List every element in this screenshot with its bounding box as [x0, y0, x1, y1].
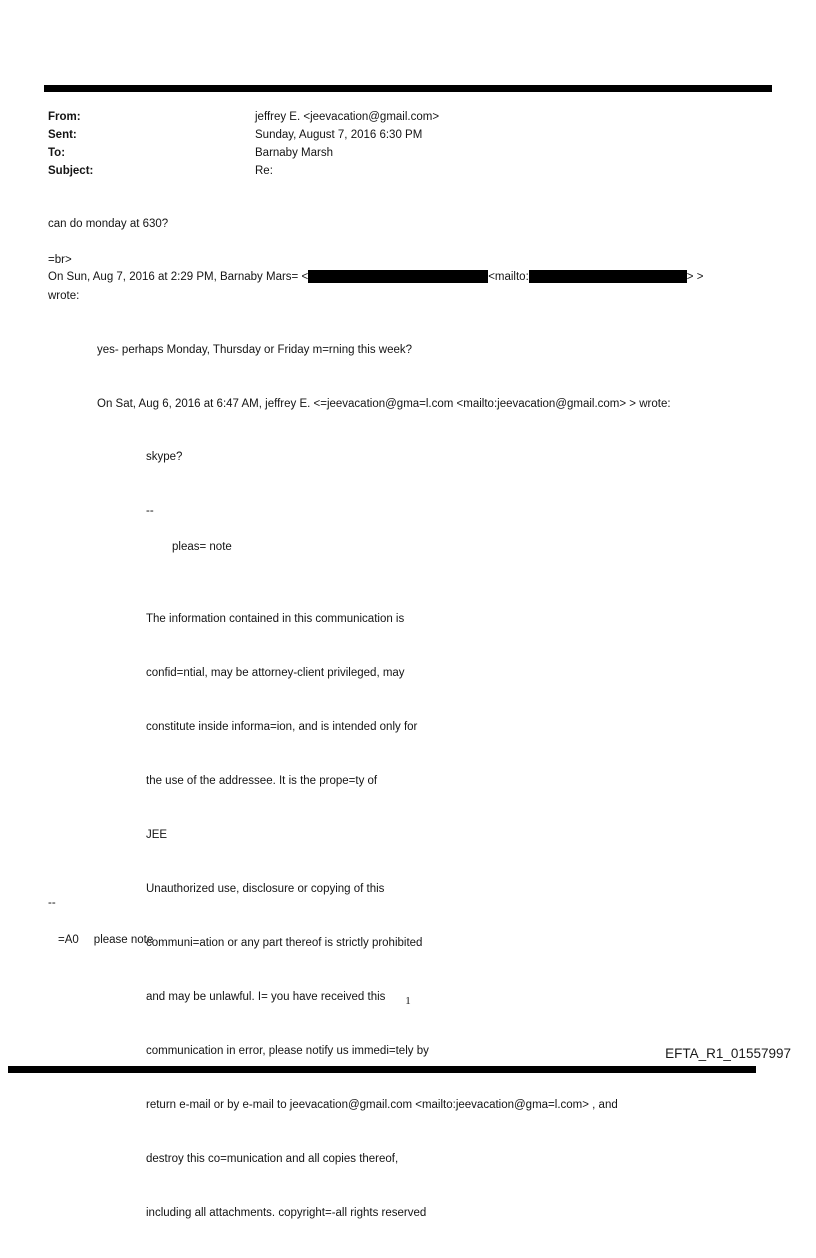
- disclaimer-line: communication in error, please notify us immedi=tely by: [146, 1045, 429, 1057]
- page-number: 1: [405, 995, 411, 1007]
- quoted-line-skype: skype?: [146, 451, 183, 463]
- header-row-from: [48, 108, 439, 126]
- header-label-sent: Sent:: [48, 129, 77, 141]
- body-line-wrote: wrote:: [48, 290, 80, 302]
- disclaimer-line: the use of the addressee. It is the prope=ty of: [146, 775, 378, 787]
- disclaimer-line: communi=ation or any part thereof is strictly prohibited: [146, 937, 423, 949]
- top-redaction-bar: [44, 85, 772, 92]
- header-label-subject: Subject:: [48, 165, 94, 177]
- bates-number: EFTA_R1_01557997: [665, 1046, 791, 1061]
- header-value-sent: Sunday, August 7, 2016 6:30 PM: [255, 129, 423, 141]
- quote-attribution-mailto: <mailto:: [488, 271, 529, 283]
- disclaimer-line: JEE: [146, 829, 168, 841]
- please-note-line: pleas= note: [172, 541, 232, 553]
- header-label-from: From:: [48, 111, 81, 123]
- header-row-sent: [48, 126, 439, 144]
- header-value-from: jeffrey E. <jeevacation@gmail.com>: [255, 111, 440, 123]
- disclaimer-line: confid=ntial, may be attorney-client privileged, may: [146, 667, 405, 679]
- a0-note-text: please note: [93, 934, 154, 946]
- disclaimer-line: The information contained in this communication is: [146, 613, 405, 625]
- header-value-subject: Re:: [255, 165, 273, 177]
- header-row-subject: [48, 162, 439, 180]
- disclaimer-line: destroy this co=munication and all copies thereof,: [146, 1153, 399, 1165]
- a0-please-note-line: [58, 933, 153, 947]
- body-line-can-do-monday: can do monday at 630?: [48, 218, 169, 230]
- header-row-to: [48, 144, 439, 162]
- email-header: [48, 108, 439, 180]
- a0-artifact: =A0: [58, 934, 79, 946]
- quote2-attribution-line: On Sat, Aug 6, 2016 at 6:47 AM, jeffrey E. <=jeevacation@gma=l.com <mailto:jeevacation@gmail.com> > wrote:: [97, 398, 671, 410]
- header-value-to: Barnaby Marsh: [255, 147, 333, 159]
- quote-attribution-line: [48, 270, 703, 284]
- legal-disclaimer-block: [146, 574, 618, 1258]
- quote-attribution-prefix: On Sun, Aug 7, 2016 at 2:29 PM, Barnaby Mars= <: [48, 271, 309, 283]
- quote-attribution-suffix: > >: [686, 271, 704, 283]
- bottom-redaction-bar: [8, 1066, 756, 1073]
- disclaimer-line: including all attachments. copyright=-all rights reserved: [146, 1207, 427, 1219]
- disclaimer-line: constitute inside informa=ion, and is intended only for: [146, 721, 418, 733]
- disclaimer-line: Unauthorized use, disclosure or copying of this: [146, 883, 385, 895]
- redaction-bar-email-1: [308, 270, 488, 283]
- signature-dashes-2: --: [48, 897, 56, 909]
- signature-dashes-1: --: [146, 505, 154, 517]
- header-label-to: To:: [48, 147, 66, 159]
- body-line-br-artifact: =br>: [48, 254, 72, 266]
- quoted-reply-yes-perhaps: yes- perhaps Monday, Thursday or Friday m=rning this week?: [97, 344, 413, 356]
- disclaimer-line: and may be unlawful. I= you have received this: [146, 991, 386, 1003]
- redaction-bar-email-2: [529, 270, 687, 283]
- disclaimer-line: return e-mail or by e-mail to jeevacation@gmail.com <mailto:jeevacation@gma=l.com> , and: [146, 1099, 618, 1111]
